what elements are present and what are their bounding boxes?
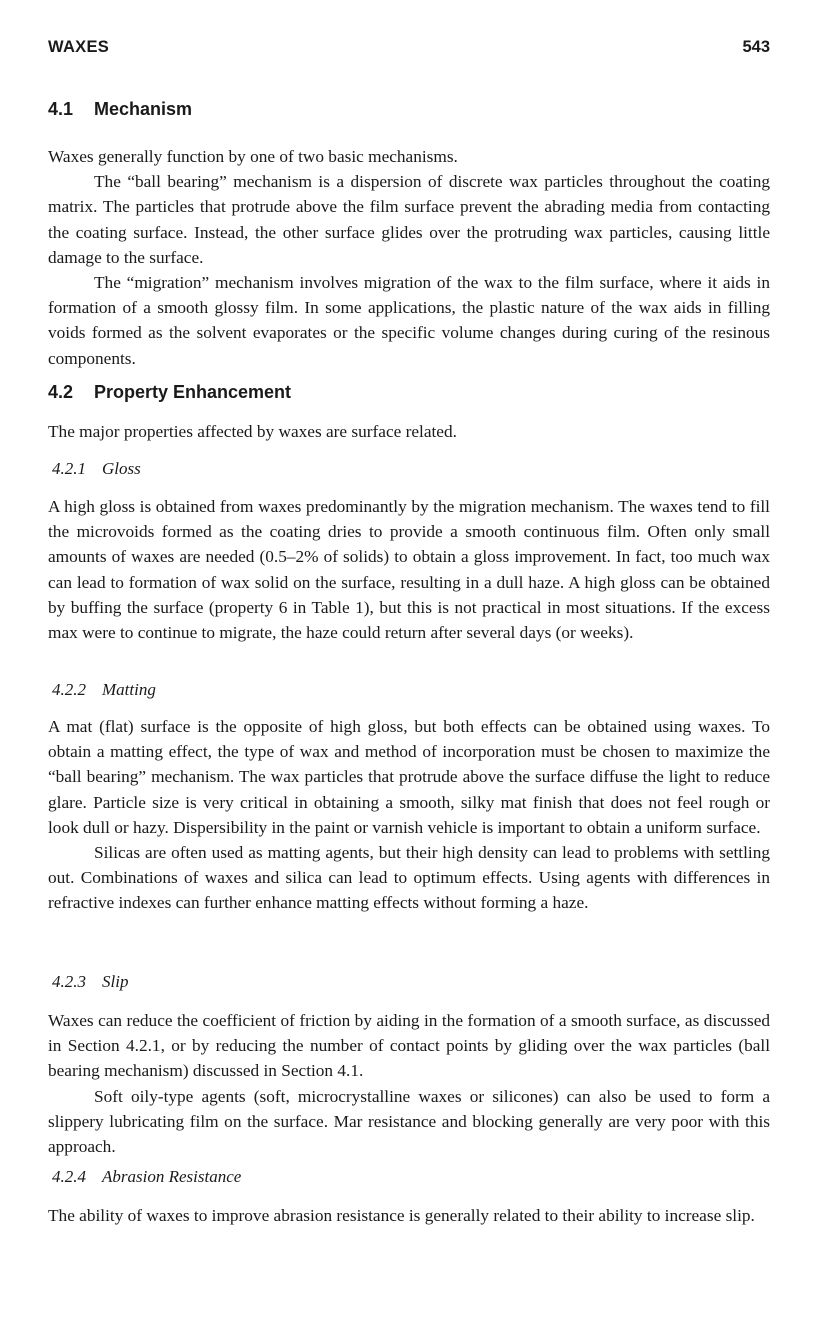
page-number: 543 xyxy=(742,38,770,56)
paragraph: Waxes can reduce the coefficient of friction by aiding in the formation of a smooth surface, as discussed in Section 4.2.1, or by reducing the number of contact points by gliding over the wax particles (ball bearing mechanism) discussed in Section 4.1. xyxy=(48,1011,770,1081)
subsection-body-4-2-4 xyxy=(48,1203,770,1228)
subsection-heading-4-2-3 xyxy=(52,972,128,992)
paragraph: Silicas are often used as matting agents, but their high density can lead to problems with settling out. Combinations of waxes and silica can lead to optimum effects. Using agents with differences in refractive indexes can further enhance matting effects without forming a haze. xyxy=(48,843,770,913)
paragraph: The major properties affected by waxes are surface related. xyxy=(48,422,457,441)
subsection-number: 4.2.3 xyxy=(52,972,86,991)
section-heading-4-1 xyxy=(48,99,192,120)
section-body-4-2 xyxy=(48,419,770,444)
subsection-body-4-2-1 xyxy=(48,494,770,645)
subsection-heading-4-2-2 xyxy=(52,680,156,700)
section-number: 4.1 xyxy=(48,99,74,119)
paragraph: The ability of waxes to improve abrasion resistance is generally related to their ability to increase slip. xyxy=(48,1206,755,1225)
paragraph: A high gloss is obtained from waxes predominantly by the migration mechanism. The waxes tend to fill the microvoids formed as the coating dries to provide a smooth continuous film. Often only small amounts of waxes are needed (0.5–2% of solids) to obtain a gloss improvement. In fact, too much wax can lead to formation of wax solid on the surface, resulting in a dull haze. A high gloss can be obtained by buffing the surface (property 6 in Table 1), but this is not practical in most situations. If the excess max were to continue to migrate, the haze could return after several days (or weeks). xyxy=(48,497,770,643)
paragraph: The “ball bearing” mechanism is a dispersion of discrete wax particles throughout the coating matrix. The particles that protrude above the film surface prevent the abrading media from contacting the coating surface. Instead, the other surface glides over the protruding wax particles, causing little damage to the surface. xyxy=(48,172,770,267)
section-body-4-1 xyxy=(48,144,770,371)
subsection-title: Abrasion Resistance xyxy=(102,1167,242,1186)
subsection-body-4-2-2 xyxy=(48,714,770,916)
subsection-title: Matting xyxy=(102,680,156,699)
subsection-title: Gloss xyxy=(102,459,141,478)
paragraph: Waxes generally function by one of two basic mechanisms. xyxy=(48,147,458,166)
subsection-heading-4-2-1 xyxy=(52,459,141,479)
paragraph: A mat (flat) surface is the opposite of high gloss, but both effects can be obtained using waxes. To obtain a matting effect, the type of wax and method of incorporation must be chosen to maximize the “ball bearing” mechanism. The wax particles that protrude above the surface diffuse the light to reduce glare. Particle size is very critical in obtaining a smooth, silky mat finish that does not feel rough or look dull or hazy. Dispersibility in the paint or varnish vehicle is important to obtain a uniform surface. xyxy=(48,717,770,837)
subsection-number: 4.2.1 xyxy=(52,459,86,478)
paragraph: The “migration” mechanism involves migration of the wax to the film surface, where it aids in formation of a smooth glossy film. In some applications, the plastic nature of the wax aids in filling voids formed as the solvent evaporates or the specific volume changes during curing of the resinous components. xyxy=(48,273,770,368)
subsection-title: Slip xyxy=(102,972,129,991)
chapter-title: WAXES xyxy=(48,38,110,56)
subsection-heading-4-2-4 xyxy=(52,1167,241,1187)
subsection-number: 4.2.2 xyxy=(52,680,86,699)
paragraph: Soft oily-type agents (soft, microcrystalline waxes or silicones) can also be used to form a slippery lubricating film on the surface. Mar resistance and blocking generally are very poor with this approach. xyxy=(48,1086,770,1157)
subsection-number: 4.2.4 xyxy=(52,1167,86,1186)
subsection-body-4-2-3 xyxy=(48,1008,770,1159)
section-title: Property Enhancement xyxy=(94,382,292,402)
running-head xyxy=(48,38,770,60)
section-heading-4-2 xyxy=(48,382,291,403)
section-number: 4.2 xyxy=(48,382,74,402)
section-title: Mechanism xyxy=(94,99,193,119)
